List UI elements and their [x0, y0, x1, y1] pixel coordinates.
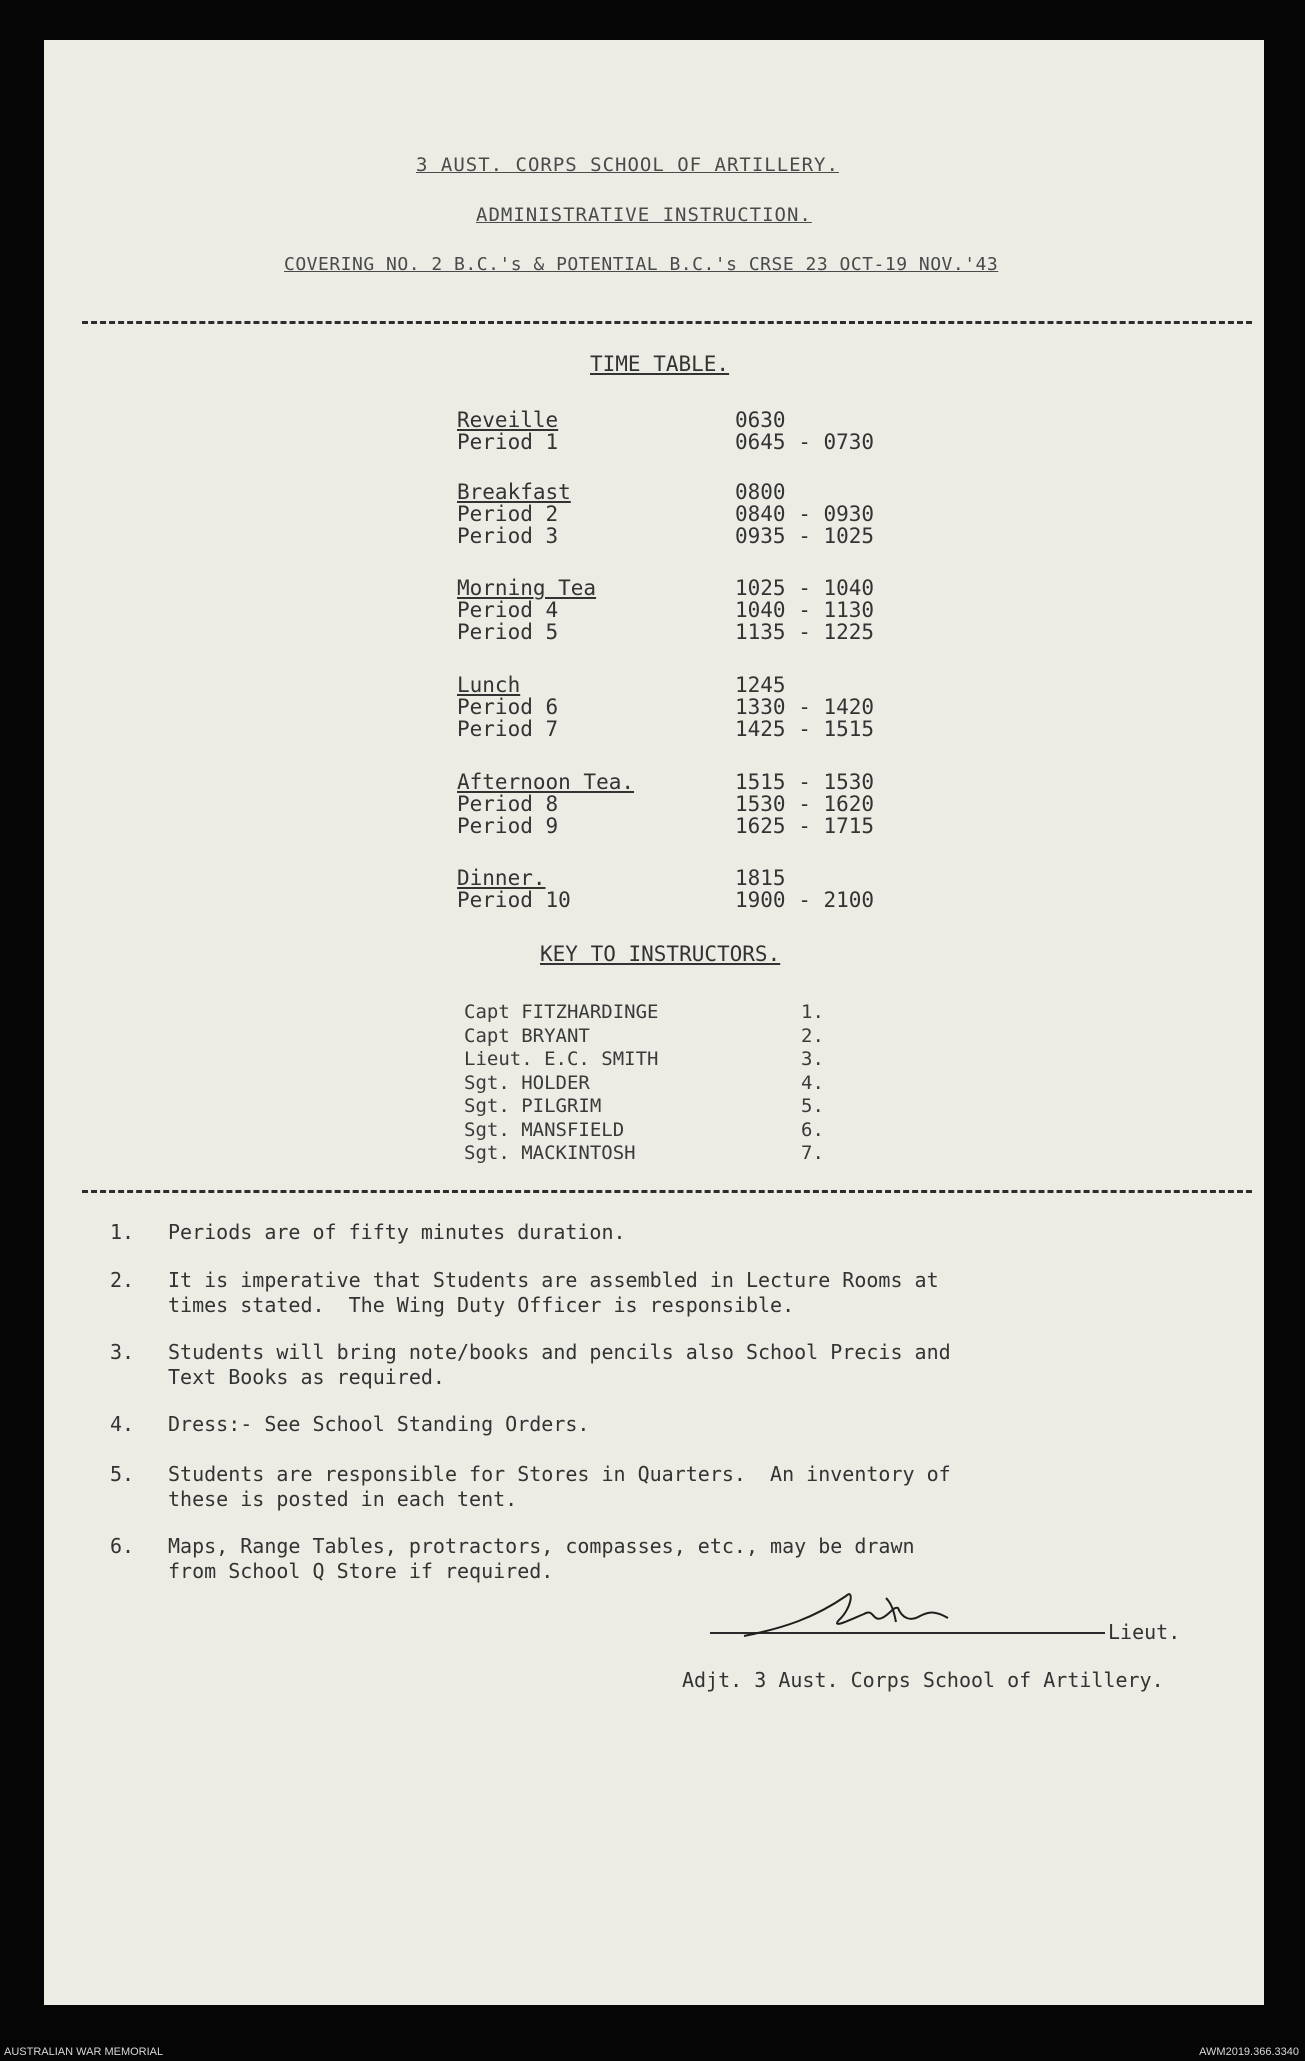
timetable-time: 1815 — [735, 866, 786, 890]
instructor-key-number: 7. — [801, 1142, 824, 1164]
timetable-label: Period 10 — [457, 888, 571, 912]
timetable-label: Period 1 — [457, 430, 559, 454]
instructor-key-number: 4. — [801, 1071, 824, 1094]
timetable-time: 1425 - 1515 — [735, 717, 875, 741]
timetable-time: 0840 - 0930 — [735, 502, 875, 526]
timetable-time: 1900 - 2100 — [735, 888, 875, 912]
instructor-key-number: 6. — [801, 1118, 824, 1141]
timetable-time: 1025 - 1040 — [735, 576, 875, 600]
timetable-time: 0935 - 1025 — [735, 524, 875, 548]
timetable-label: Period 3 — [457, 524, 559, 548]
note-number: 2. — [110, 1268, 135, 1292]
signature-appointment: Adjt. 3 Aust. Corps School of Artillery. — [682, 1668, 1164, 1692]
document-page — [44, 40, 1264, 2005]
instructor-name: Sgt. HOLDER — [464, 1071, 590, 1094]
note-text-line: Dress:- See School Standing Orders. — [168, 1412, 590, 1436]
timetable-label: Period 4 — [457, 598, 559, 622]
note-number: 3. — [110, 1340, 135, 1364]
handwritten-signature — [734, 1578, 964, 1648]
signature-rank: Lieut. — [1108, 1620, 1181, 1644]
instructor-key-number: 2. — [801, 1024, 824, 1047]
note-text-line: Maps, Range Tables, protractors, compasses, etc., may be drawn — [168, 1534, 915, 1558]
note-text-line: Periods are of fifty minutes duration. — [168, 1220, 626, 1244]
instructor-name: Capt BRYANT — [464, 1024, 590, 1047]
note-text-line: times stated. The Wing Duty Officer is responsible. — [168, 1293, 795, 1317]
timetable-time: 0645 - 0730 — [735, 430, 875, 454]
instructor-key-number: 5. — [801, 1095, 824, 1117]
note-text-line: from School Q Store if required. — [168, 1559, 554, 1583]
note-number: 6. — [110, 1534, 135, 1558]
timetable-time: 1515 - 1530 — [735, 770, 875, 794]
instructor-name: Sgt. PILGRIM — [464, 1095, 602, 1117]
timetable-time: 0630 — [735, 408, 786, 432]
timetable-label: Period 8 — [457, 792, 559, 816]
instructor-name: Sgt. MACKINTOSH — [464, 1142, 636, 1164]
instructors-title: KEY TO INSTRUCTORS. — [540, 942, 781, 966]
header-school-name: 3 AUST. CORPS SCHOOL OF ARTILLERY. — [416, 154, 839, 176]
timetable-label: Period 7 — [457, 717, 559, 741]
timetable-time: 1245 — [735, 673, 786, 697]
note-number: 5. — [110, 1462, 135, 1486]
note-number: 1. — [110, 1220, 135, 1244]
note-text-line: Text Books as required. — [168, 1365, 445, 1389]
header-instruction-title: ADMINISTRATIVE INSTRUCTION. — [476, 204, 812, 226]
instructor-name: Lieut. E.C. SMITH — [464, 1048, 659, 1070]
note-text-line: It is imperative that Students are assembled in Lecture Rooms at — [168, 1268, 939, 1292]
note-text-line: Students are responsible for Stores in Quarters. An inventory of — [168, 1462, 951, 1486]
timetable-time: 1040 - 1130 — [735, 598, 875, 622]
timetable-time: 1530 - 1620 — [735, 792, 875, 816]
timetable-label: Period 9 — [457, 814, 559, 838]
note-number: 4. — [110, 1412, 135, 1436]
timetable-time: 1135 - 1225 — [735, 620, 875, 644]
instructor-key-number: 1. — [801, 1001, 824, 1023]
instructor-name: Sgt. MANSFIELD — [464, 1118, 625, 1141]
timetable-label: Breakfast — [457, 480, 571, 504]
timetable-time: 1625 - 1715 — [735, 814, 875, 838]
timetable-label: Dinner. — [457, 866, 546, 890]
timetable-label: Period 5 — [457, 620, 559, 644]
note-text-line: Students will bring note/books and pencils also School Precis and — [168, 1340, 951, 1364]
timetable-label: Lunch — [457, 673, 521, 697]
timetable-label: Period 6 — [457, 695, 559, 719]
instructor-key-number: 3. — [801, 1048, 824, 1070]
footer-accession-number: AWM2019.366.3340 — [1199, 2046, 1299, 2058]
divider-top — [82, 321, 1252, 324]
timetable-label: Period 2 — [457, 502, 559, 526]
divider-bottom — [82, 1190, 1252, 1193]
header-course-line: COVERING NO. 2 B.C.'s & POTENTIAL B.C.'s CRSE 23 OCT-19 NOV.'43 — [284, 254, 999, 275]
footer-archive-name: AUSTRALIAN WAR MEMORIAL — [4, 2046, 164, 2058]
timetable-label: Reveille — [457, 408, 559, 432]
instructor-name: Capt FITZHARDINGE — [464, 1001, 659, 1023]
timetable-time: 0800 — [735, 480, 786, 504]
timetable-time: 1330 - 1420 — [735, 695, 875, 719]
timetable-label: Morning Tea — [457, 576, 597, 600]
timetable-label: Afternoon Tea. — [457, 770, 635, 794]
note-text-line: these is posted in each tent. — [168, 1487, 518, 1511]
timetable-title: TIME TABLE. — [590, 352, 730, 376]
